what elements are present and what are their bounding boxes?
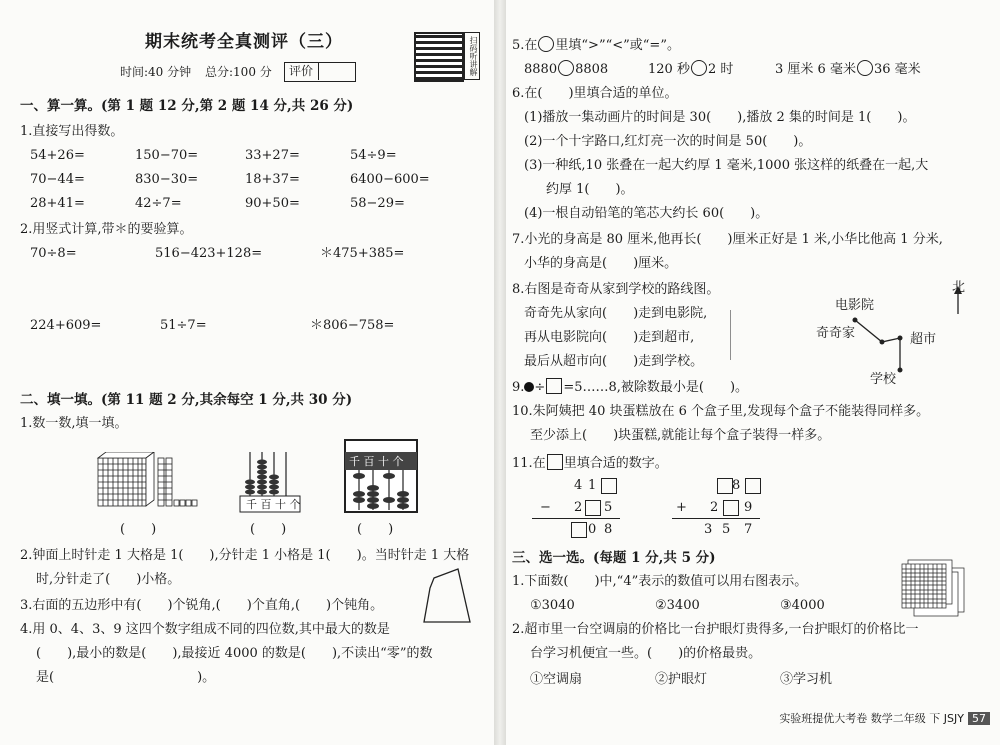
section1-heading: 一、算一算。(第 1 题 12 分,第 2 题 14 分,共 26 分) xyxy=(20,98,354,114)
calc-digit: 5 xyxy=(722,522,731,537)
vertical-item: ＊475+385= xyxy=(320,246,405,261)
q6-line: (1)播放一集动画片的时间是 30( ),播放 2 集的时间是 1( )。 xyxy=(524,110,916,125)
pentagon-figure xyxy=(420,566,476,628)
qr-label: 扫码听讲解 xyxy=(464,32,480,80)
s3-q1: 1.下面数( )中,“4”表示的数值可以用右图表示。 xyxy=(512,574,808,589)
answer-circle[interactable] xyxy=(857,60,873,76)
oral-item: 150−70= xyxy=(135,148,199,163)
abacus-place-labels-2: 千 百 十 个 xyxy=(349,455,404,468)
s3-q2-line2: 台学习机便宜一些。( )的价格最贵。 xyxy=(530,646,762,661)
market-label: 超市 xyxy=(910,332,937,347)
vertical-item: 516−423+128= xyxy=(155,246,263,261)
calc-digit: 2 xyxy=(710,500,719,515)
answer-blank[interactable]: ( ) xyxy=(120,522,157,537)
page-fold xyxy=(494,0,506,745)
calc-line xyxy=(672,518,760,519)
oral-item: 70−44= xyxy=(30,172,85,187)
q10-line2: 至少添上( )块蛋糕,就能让每个盒子装得一样多。 xyxy=(530,428,831,443)
q5-instruction: 5.在 里填“>”“<”或“=”。 xyxy=(512,38,680,53)
score-label: 评价 xyxy=(284,62,319,80)
q6-line: (4)一根自动铅笔的笔芯大约长 60( )。 xyxy=(524,206,769,221)
north-label: 北 xyxy=(952,280,966,295)
digit-box[interactable] xyxy=(745,478,761,494)
option[interactable]: ③4000 xyxy=(780,598,825,613)
box-icon xyxy=(547,454,563,470)
abacus-place-labels: 千 百 十 个 xyxy=(246,498,301,511)
answer-blank[interactable]: ( ) xyxy=(250,522,287,537)
calc-digit: 8 xyxy=(732,478,741,493)
q8-line: 再从电影院向( )走到超市, xyxy=(524,330,695,345)
thousand-cubes xyxy=(900,552,970,618)
vertical-item: 51÷7= xyxy=(160,318,207,333)
divisor-box[interactable] xyxy=(546,378,562,394)
time-limit: 时间:40 分钟 xyxy=(120,65,192,79)
digit-box[interactable] xyxy=(723,500,739,516)
calc-op: + xyxy=(676,500,687,515)
s2-q1: 1.数一数,填一填。 xyxy=(20,416,128,431)
calc-digit: 8 xyxy=(604,522,613,537)
footer-text: 实验班提优大考卷 数学二年级 下 JSJY xyxy=(779,712,964,725)
q6-line: (2)一个十字路口,红灯亮一次的时间是 50( )。 xyxy=(524,134,812,149)
s2-q4-line1: 4.用 0、4、3、9 这四个数字组成不同的四位数,其中最大的数是 xyxy=(20,622,390,637)
q6-line: 约厚 1( )。 xyxy=(546,182,634,197)
calc-digit: 2 xyxy=(574,500,583,515)
calc-line xyxy=(532,518,620,519)
oral-item: 6400−600= xyxy=(350,172,430,187)
base-ten-blocks xyxy=(88,452,198,516)
q7-line2: 小华的身高是( )厘米。 xyxy=(524,256,678,271)
s2-q4-line2: ( ),最小的数是( ),最接近 4000 的数是( ),不读出“零”的数 xyxy=(36,646,433,661)
s2-q2-line2: 时,分针走了( )小格。 xyxy=(36,572,181,587)
digit-box[interactable] xyxy=(717,478,733,494)
q11-instruction: 11.在 里填合适的数字。 xyxy=(512,456,668,471)
answer-circle[interactable] xyxy=(558,60,574,76)
q6-line: (3)一种纸,10 张叠在一起大约厚 1 毫米,1000 张这样的纸叠在一起,大 xyxy=(524,158,929,173)
dividend-dot-icon xyxy=(524,382,534,392)
s1-q1: 1.直接写出得数。 xyxy=(20,124,124,139)
oral-item: 28+41= xyxy=(30,196,85,211)
digit-box[interactable] xyxy=(601,478,617,494)
compare-circle-icon xyxy=(538,36,554,52)
q8-line: 最后从超市向( )走到学校。 xyxy=(524,354,704,369)
qr-code-icon xyxy=(414,32,464,82)
oral-item: 42÷7= xyxy=(135,196,182,211)
oral-item: 18+37= xyxy=(245,172,300,187)
q6-instruction: 6.在( )里填合适的单位。 xyxy=(512,86,678,101)
option[interactable]: ③学习机 xyxy=(780,672,833,687)
q8-instruction: 8.右图是奇奇从家到学校的路线图。 xyxy=(512,282,720,297)
s2-q4-line3: 是( )。 xyxy=(36,670,216,685)
school-label: 学校 xyxy=(870,372,897,387)
q8-line: 奇奇先从家向( )走到电影院, xyxy=(524,306,708,321)
option[interactable]: ①空调扇 xyxy=(530,672,583,687)
oral-item: 90+50= xyxy=(245,196,300,211)
vertical-item: 70÷8= xyxy=(30,246,77,261)
s1-q2: 2.用竖式计算,带＊的要验算。 xyxy=(20,222,193,237)
q5-item: 120 秒 2 时 xyxy=(648,62,734,77)
calc-digit: 4 xyxy=(574,478,583,493)
vertical-item: 224+609= xyxy=(30,318,102,333)
q9: 9. ÷ =5……8,被除数最小是( )。 xyxy=(512,380,749,395)
digit-box[interactable] xyxy=(585,500,601,516)
s2-q3: 3.右面的五边形中有( )个锐角,( )个直角,( )个钝角。 xyxy=(20,598,384,613)
s3-q2-line1: 2.超市里一台空调扇的价格比一台护眼灯贵得多,一台护眼灯的价格比一 xyxy=(512,622,919,637)
q10-line1: 10.朱阿姨把 40 块蛋糕放在 6 个盒子里,发现每个盒子不能装得同样多。 xyxy=(512,404,930,419)
q7-line1: 7.小光的身高是 80 厘米,他再长( )厘米正好是 1 米,小华比他高 1 分米, xyxy=(512,232,943,247)
section2-heading: 二、填一填。(第 11 题 2 分,其余每空 1 分,共 30 分) xyxy=(20,392,353,408)
option[interactable]: ②3400 xyxy=(655,598,700,613)
calc-digit: 0 xyxy=(588,522,597,537)
s2-q2-line1: 2.钟面上时针走 1 大格是 1( ),分针走 1 小格是 1( )。当时针走 1 大格 xyxy=(20,548,470,563)
page-number: 57 xyxy=(968,712,990,725)
calc-op: − xyxy=(540,500,551,515)
option[interactable]: ②护眼灯 xyxy=(655,672,708,687)
answer-blank[interactable]: ( ) xyxy=(357,522,394,537)
vertical-item: ＊806−758= xyxy=(310,318,395,333)
calc-digit: 7 xyxy=(744,522,753,537)
section3-heading: 三、选一选。(每题 1 分,共 5 分) xyxy=(512,550,716,566)
oral-item: 33+27= xyxy=(245,148,300,163)
q5-item: 3 厘米 6 毫米 36 毫米 xyxy=(775,62,921,77)
option[interactable]: ①3040 xyxy=(530,598,575,613)
home-label: 奇奇家 xyxy=(816,326,856,341)
digit-box[interactable] xyxy=(571,522,587,538)
page-title: 期末统考全真测评（三） xyxy=(145,32,343,52)
footer xyxy=(779,710,990,726)
total-score: 总分:100 分 xyxy=(205,65,272,79)
calc-digit: 5 xyxy=(604,500,613,515)
abacus xyxy=(343,438,419,514)
answer-circle[interactable] xyxy=(691,60,707,76)
calc-digit: 3 xyxy=(704,522,713,537)
calc-digit: 9 xyxy=(744,500,753,515)
oral-item: 54+26= xyxy=(30,148,85,163)
oral-item: 58−29= xyxy=(350,196,405,211)
oral-item: 830−30= xyxy=(135,172,199,187)
cinema-label: 电影院 xyxy=(835,298,875,313)
oral-item: 54÷9= xyxy=(350,148,397,163)
calc-digit: 1 xyxy=(588,478,597,493)
q5-item: 8880 8808 xyxy=(524,62,609,77)
